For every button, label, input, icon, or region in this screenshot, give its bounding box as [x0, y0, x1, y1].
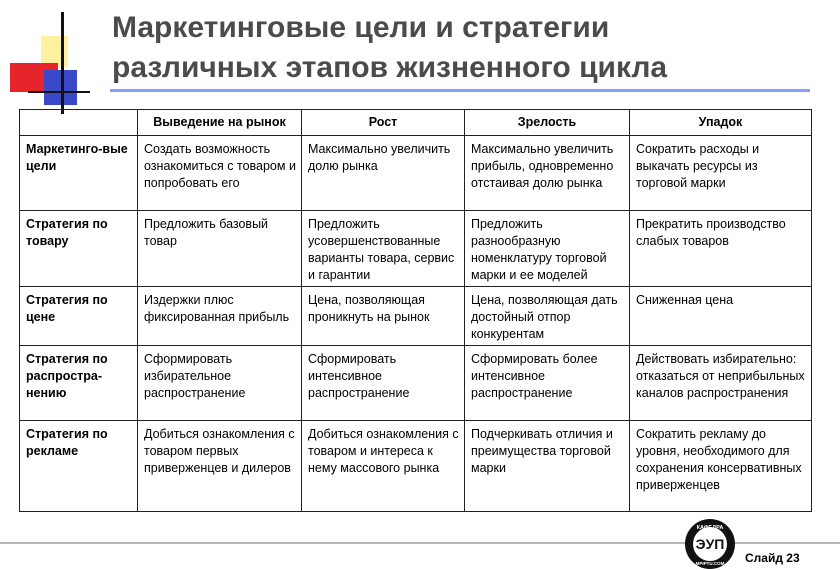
- table-cell: Цена, позволяющая проникнуть на рынок: [302, 287, 465, 346]
- table-cell: Предложить усовершенствованные варианты товара, сервис и гарантии: [302, 211, 465, 287]
- logo-bottom-text: MPIPTU.COM: [695, 561, 725, 566]
- department-logo-icon: [684, 518, 736, 570]
- strategy-table: [19, 109, 812, 512]
- row-header: Стратегия по распростра-нению: [20, 346, 138, 421]
- table-cell: Сократить расходы и выкачать ресурсы из торговой марки: [630, 136, 812, 211]
- table-row: [20, 421, 812, 512]
- decorative-horizontal-line: [28, 91, 90, 93]
- decorative-vertical-line: [61, 12, 64, 114]
- slide-title: [112, 8, 812, 88]
- title-line-1: Маркетинговые цели и стратегии: [112, 11, 610, 44]
- table-cell: Подчеркивать отличия и преимущества торговой марки: [465, 421, 630, 512]
- row-header: Стратегия по рекламе: [20, 421, 138, 512]
- row-header: Стратегия по цене: [20, 287, 138, 346]
- table-cell: Создать возможность ознакомиться с товаром и попробовать его: [138, 136, 302, 211]
- column-header: Выведение на рынок: [138, 110, 302, 136]
- table-cell: Добиться ознакомления с товаром первых приверженцев и дилеров: [138, 421, 302, 512]
- table-cell: Цена, позволяющая дать достойный отпор конкурентам: [465, 287, 630, 346]
- table-row: [20, 136, 812, 211]
- column-header: Зрелость: [465, 110, 630, 136]
- table-row: [20, 346, 812, 421]
- title-underline: [110, 89, 810, 92]
- table-cell: Сформировать более интенсивное распространение: [465, 346, 630, 421]
- table-cell: Добиться ознакомления с товаром и интереса к нему массового рынка: [302, 421, 465, 512]
- column-header: Упадок: [630, 110, 812, 136]
- table-cell: Сформировать интенсивное распространение: [302, 346, 465, 421]
- table-cell: Издержки плюс фиксированная прибыль: [138, 287, 302, 346]
- table-cell: Максимально увеличить долю рынка: [302, 136, 465, 211]
- header-corner: [20, 110, 138, 136]
- table-cell: Действовать избирательно: отказаться от неприбыльных каналов распространения: [630, 346, 812, 421]
- table-cell: Прекратить производство слабых товаров: [630, 211, 812, 287]
- table-cell: Сформировать избирательное распространение: [138, 346, 302, 421]
- table-cell: Предложить базовый товар: [138, 211, 302, 287]
- table-row: [20, 287, 812, 346]
- column-header: Рост: [302, 110, 465, 136]
- row-header: Стратегия по товару: [20, 211, 138, 287]
- table-cell: Сниженная цена: [630, 287, 812, 346]
- logo-top-text: КАФЕДРА: [696, 525, 724, 531]
- logo-main-text: ЭУП: [695, 536, 725, 552]
- table-header-row: [20, 110, 812, 136]
- table-cell: Сократить рекламу до уровня, необходимого для сохранения консервативных приверженцев: [630, 421, 812, 512]
- table-row: [20, 211, 812, 287]
- table-cell: Предложить разнообразную номенклатуру торговой марки и ее моделей: [465, 211, 630, 287]
- slide-number: Слайд 23: [745, 551, 800, 565]
- row-header: Маркетинго-вые цели: [20, 136, 138, 211]
- table-cell: Максимально увеличить прибыль, одновременно отстаивая долю рынка: [465, 136, 630, 211]
- title-line-2: различных этапов жизненного цикла: [112, 51, 668, 84]
